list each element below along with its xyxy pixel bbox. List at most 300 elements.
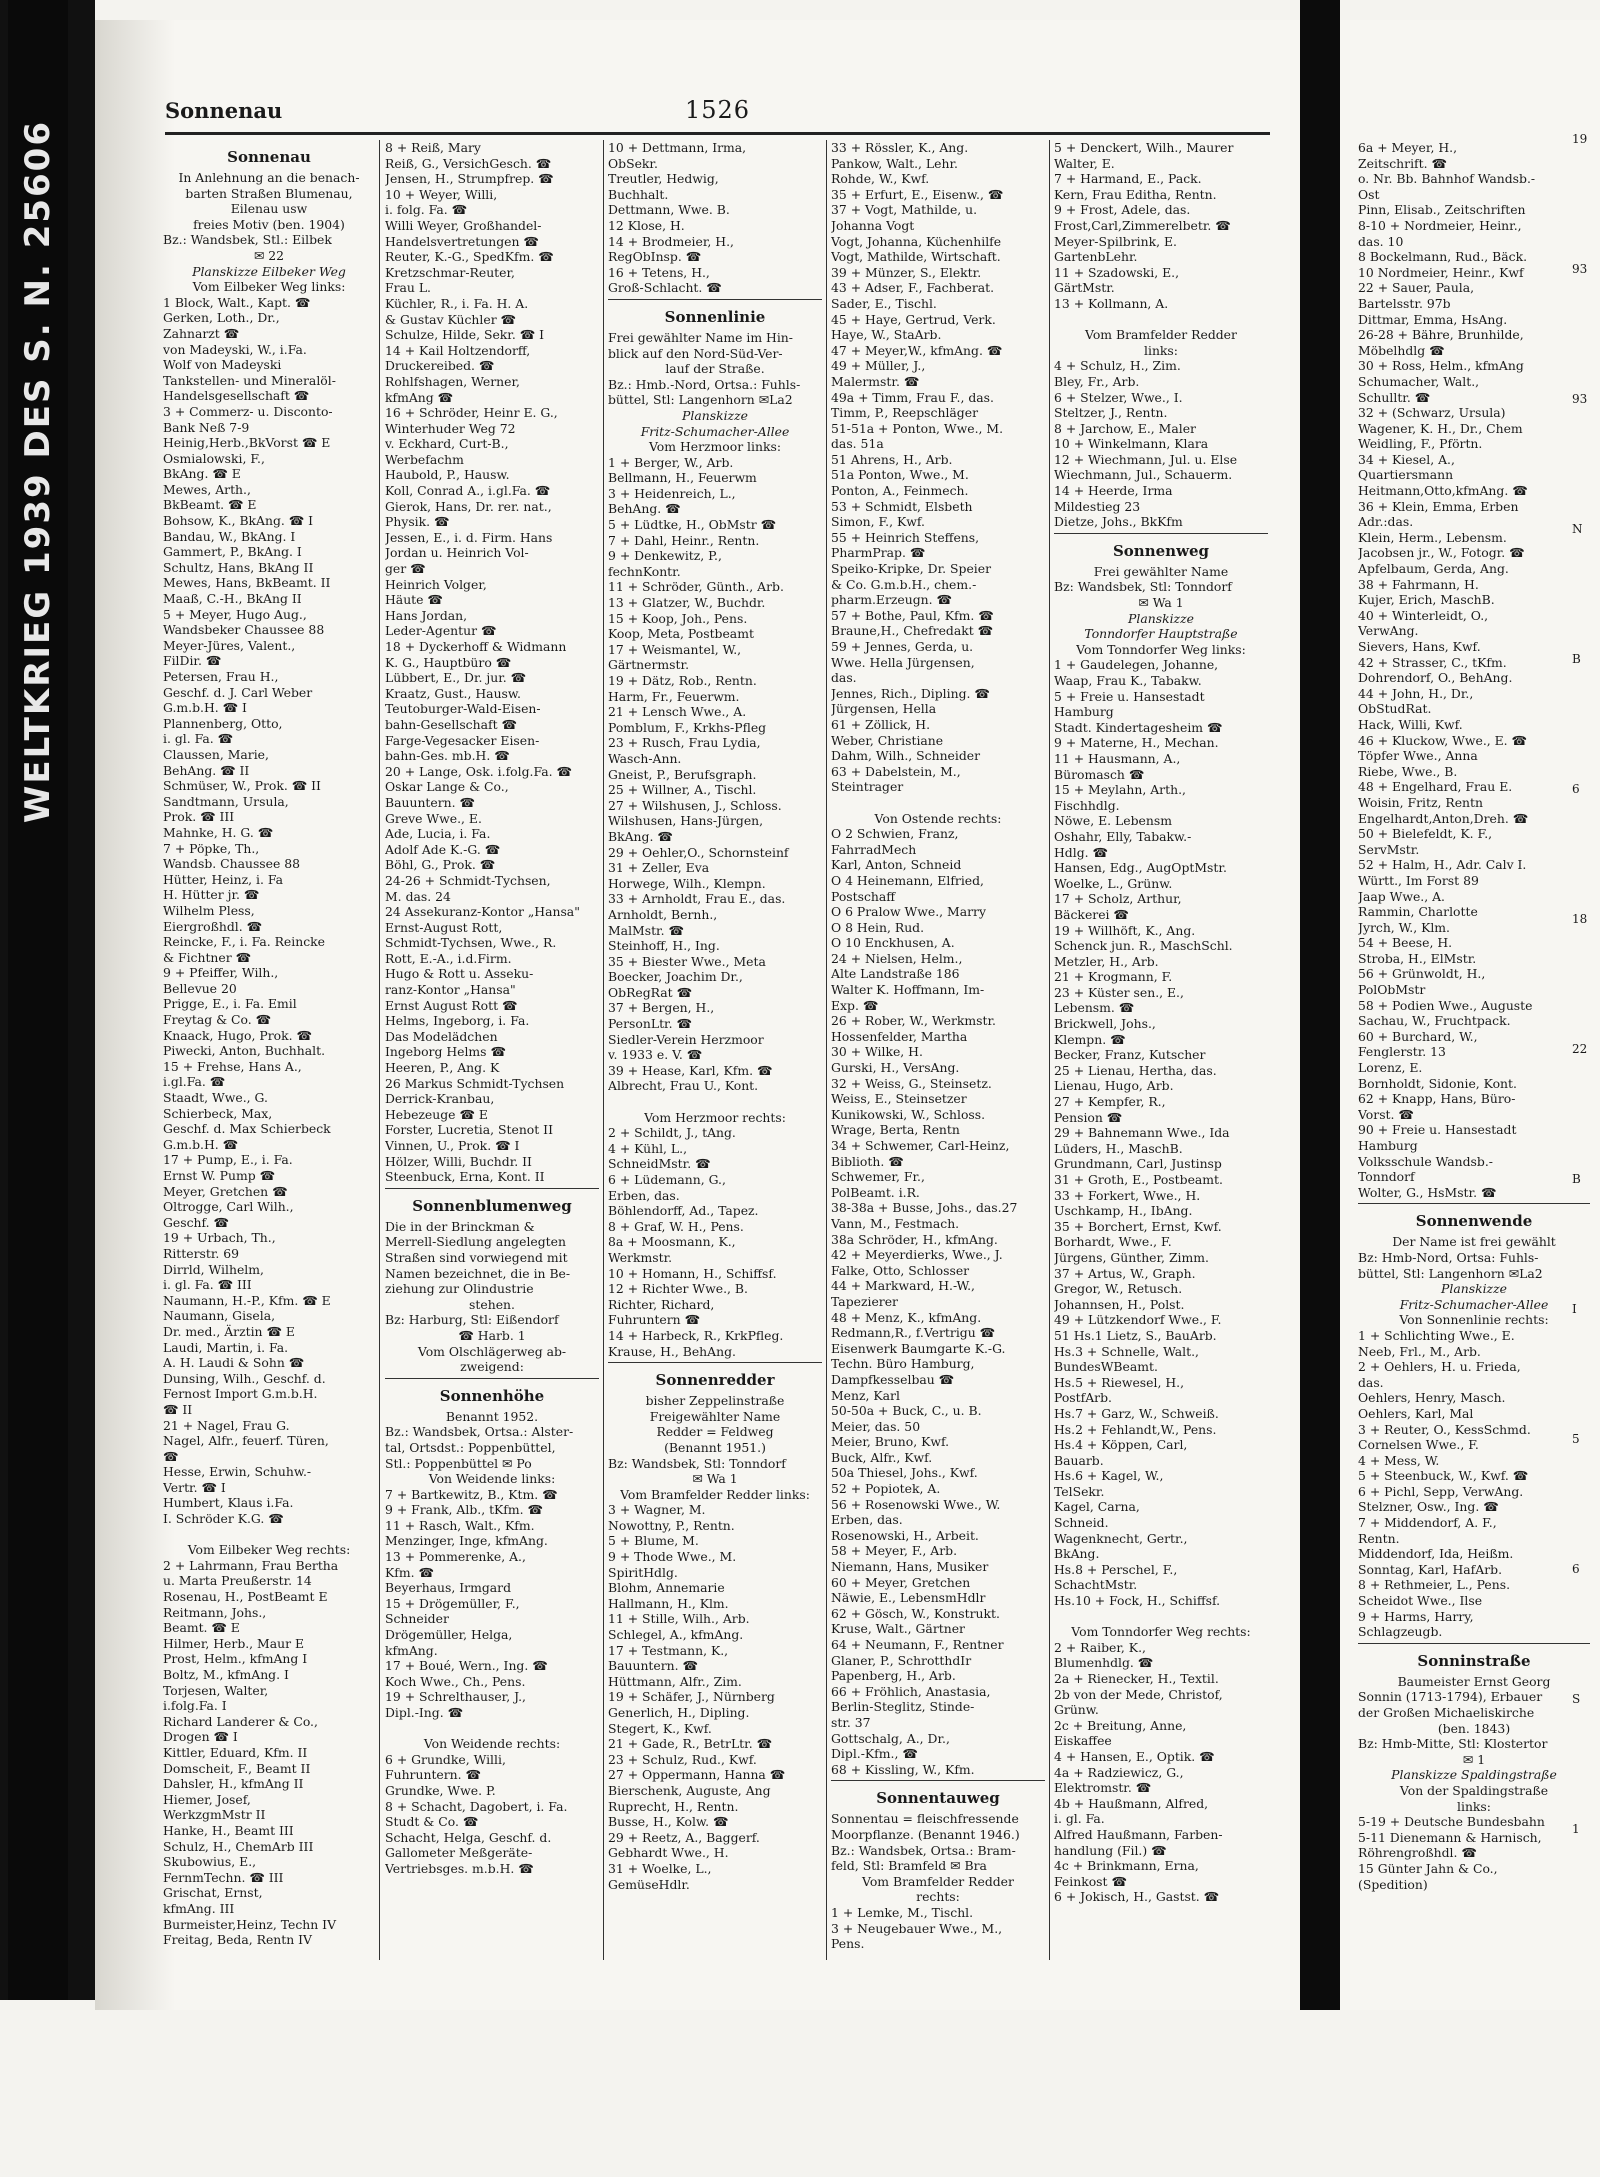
directory-line: Schulltr. ☎ <box>1358 389 1431 405</box>
directory-line: 47 + Meyer,W., kfmAng. ☎ <box>831 342 1003 358</box>
directory-line: Röhrengroßhdl. ☎ <box>1358 1845 1477 1861</box>
directory-line: 39 + Hease, Karl, Kfm. ☎ <box>608 1062 773 1078</box>
directory-line: Gneist, P., Berufsgraph. <box>608 766 757 782</box>
directory-line: Bauuntern. ☎ <box>608 1658 698 1674</box>
directory-line: Handelsvertretungen ☎ <box>385 233 539 249</box>
directory-line: Hs.5 + Riewesel, H., <box>1054 1374 1185 1390</box>
directory-line: Ruprecht, H., Rentn. <box>608 1798 739 1814</box>
directory-line: 62 + Gösch, W., Konstrukt. <box>831 1605 1000 1621</box>
directory-line: Menzinger, Inge, kfmAng. <box>385 1533 548 1549</box>
directory-line: Hdlg. ☎ <box>1054 844 1108 860</box>
directory-line: Von Weidende rechts: <box>423 1736 561 1752</box>
directory-line: Bellmann, H., Feuerwm <box>608 470 757 486</box>
directory-line: Geschf. d. Max Schierbeck <box>163 1121 331 1137</box>
directory-line: handlung (Fil.) ☎ <box>1054 1842 1167 1858</box>
directory-line: Bartelsstr. 97b <box>1358 295 1451 311</box>
directory-line: Hiemer, Josef, <box>163 1791 251 1807</box>
directory-line: Fuhruntern. ☎ <box>385 1767 481 1783</box>
directory-line: 60 + Meyer, Gretchen <box>831 1574 971 1590</box>
directory-line: Rosenowski, H., Arbeit. <box>831 1527 979 1543</box>
directory-line: Jennes, Rich., Dipling. ☎ <box>831 685 990 701</box>
directory-line: Vom Tonndorfer Weg rechts: <box>1071 1624 1251 1640</box>
directory-line: feld, Stl: Bramfeld ✉ Bra <box>831 1858 987 1874</box>
directory-line: Sonnin (1713-1794), Erbauer <box>1358 1689 1543 1705</box>
directory-line: Brickwell, Johs., <box>1054 1016 1156 1032</box>
directory-line: PolBeamt. i.R. <box>831 1184 920 1200</box>
directory-line: Rohde, W., Kwf. <box>831 171 930 187</box>
directory-line: GartenbLehr. <box>1054 249 1138 265</box>
directory-line: 6 + Lüdemann, G., <box>608 1172 726 1187</box>
directory-line: Apfelbaum, Gerda, Ang. <box>1358 561 1509 577</box>
directory-line: Vom Tonndorfer Weg links: <box>1076 641 1246 657</box>
directory-line: SchachtMstr. <box>1054 1577 1138 1593</box>
directory-line: 15 + Meylahn, Arth., <box>1054 782 1186 798</box>
directory-line: Harm, Fr., Feuerwm. <box>608 688 740 704</box>
directory-line: 9 + Harms, Harry, <box>1358 1608 1474 1624</box>
directory-line: (Benannt 1951.) <box>664 1439 766 1455</box>
directory-line: Waap, Frau K., Tabakw. <box>1054 673 1202 688</box>
directory-line: Hs.3 + Schnelle, Walt., <box>1054 1343 1199 1359</box>
directory-line: 30 + Wilke, H. <box>831 1044 923 1060</box>
directory-line: Plannenberg, Otto, <box>163 715 283 731</box>
street-title: Sonnenblumenweg <box>412 1196 572 1215</box>
directory-line: 24 Assekuranz-Kontor „Hansa" <box>385 904 580 920</box>
directory-line: 6 + Stelzer, Wwe., I. <box>1054 389 1183 405</box>
directory-line: 26-28 + Bähre, Brunhilde, <box>1358 327 1524 343</box>
directory-line: Malermstr. ☎ <box>831 373 920 389</box>
directory-line: 5 + Meyer, Hugo Aug., <box>163 606 307 622</box>
directory-line: ObStudRat. <box>1358 701 1432 717</box>
directory-line: 4 + Schulz, H., Zim. <box>1054 358 1181 374</box>
directory-line: Vom Bramfelder Redder links: <box>620 1486 810 1502</box>
directory-line: Planskizze <box>1128 610 1194 626</box>
directory-line: 44 + John, H., Dr., <box>1358 685 1474 701</box>
directory-line: Meyer, Gretchen ☎ <box>163 1183 288 1199</box>
directory-line: Grünw. <box>1054 1702 1099 1718</box>
street-title: Sonnenlinie <box>664 307 766 326</box>
directory-line: 6a + Meyer, H., <box>1358 140 1458 155</box>
directory-line: Heinig,Herb.,BkVorst ☎ E <box>163 435 331 451</box>
directory-line: 2c + Breitung, Anne, <box>1054 1717 1187 1733</box>
directory-line: 17 + Weismantel, W., <box>608 641 742 657</box>
directory-line: GemüseHdlr. <box>608 1876 690 1892</box>
directory-line: Maaß, C.-H., BkAng II <box>163 591 302 607</box>
directory-line: Hesse, Erwin, Schuhw.- <box>163 1464 312 1480</box>
directory-line: Bauuntern. ☎ <box>385 794 475 810</box>
directory-line: 13 + Glatzer, W., Buchdr. <box>608 595 766 611</box>
directory-line: Schierbeck, Max, <box>163 1105 273 1121</box>
directory-line: Wolter, G., HsMstr. ☎ <box>1358 1184 1497 1200</box>
directory-line: Stegert, K., Kwf. <box>608 1720 712 1736</box>
directory-line: Johanna Vogt <box>831 217 915 233</box>
directory-line: Bellevue 20 <box>163 980 237 996</box>
directory-line: 31 + Woelke, L., <box>608 1860 712 1876</box>
directory-line: Leder-Agentur ☎ <box>385 623 497 639</box>
street-title: Sonninstraße <box>1417 1651 1531 1670</box>
directory-line: 13 + Kollmann, A. <box>1054 295 1169 311</box>
directory-line: 58 + Podien Wwe., Auguste <box>1358 997 1533 1013</box>
directory-line: 19 + Schrelthauser, J., <box>385 1689 526 1705</box>
directory-line: 33 + Rössler, K., Ang. <box>831 140 969 155</box>
directory-line: Farge-Vegesacker Eisen- <box>385 732 540 748</box>
directory-line: Gierok, Hans, Dr. rer. nat., <box>385 498 552 514</box>
directory-line: Hack, Willi, Kwf. <box>1358 716 1463 732</box>
directory-line: stehen. <box>469 1296 515 1312</box>
directory-line: Speiko-Kripke, Dr. Speier <box>831 561 992 577</box>
directory-line: 48 + Menz, K., kfmAng. <box>831 1309 982 1325</box>
directory-line: Tapezierer <box>831 1293 898 1309</box>
fragment: 1 <box>1572 1822 1580 1836</box>
directory-line: 25 + Lienau, Hertha, das. <box>1054 1062 1217 1078</box>
directory-line: Wilshusen, Hans-Jürgen, <box>608 813 764 829</box>
directory-line: FernmTechn. ☎ III <box>163 1869 284 1885</box>
directory-line: o. Nr. Bb. Bahnhof Wandsb.- <box>1358 171 1536 187</box>
directory-line: WerkzgmMstr II <box>163 1807 266 1823</box>
directory-line: Reincke, F., i. Fa. Reincke <box>163 934 325 950</box>
directory-line: Werkmstr. <box>608 1249 673 1265</box>
directory-line: Metzler, H., Arb. <box>1054 953 1159 969</box>
directory-line: 20 + Lange, Osk. i.folg.Fa. ☎ <box>385 763 572 779</box>
directory-line: PolObMstr <box>1358 982 1426 998</box>
directory-line: Dettmann, Wwe. B. <box>608 202 730 218</box>
directory-line: Gurski, H., VersAng. <box>831 1060 960 1076</box>
directory-line: Prigge, E., i. Fa. Emil <box>163 996 297 1012</box>
directory-line: 5 + Lüdtke, H., ObMstr ☎ <box>608 517 777 533</box>
directory-line: ☎ Harb. 1 <box>458 1327 526 1343</box>
directory-line: Heeren, P., Ang. K <box>385 1060 500 1076</box>
directory-line: 3 + Reuter, O., KessSchmd. <box>1358 1421 1531 1437</box>
directory-line <box>1054 1609 1268 1625</box>
directory-line: 50a Thiesel, Johs., Kwf. <box>831 1465 978 1481</box>
directory-line: (ben. 1843) <box>1437 1720 1511 1736</box>
directory-line: BkBeamt. ☎ E <box>163 497 257 513</box>
directory-line: Derrick-Kranbau, <box>385 1091 495 1107</box>
directory-line: Bz: Harburg, Stl: Eißendorf <box>385 1312 559 1328</box>
directory-line: Cornelsen Wwe., F. <box>1358 1437 1479 1453</box>
directory-line: ✉ 22 <box>253 247 285 263</box>
directory-line: das. <box>831 670 857 686</box>
directory-line: Siedler-Verein Herzmoor <box>608 1031 764 1047</box>
directory-line: Dampfkesselbau ☎ <box>831 1371 955 1387</box>
directory-line: das. 51a <box>831 436 884 452</box>
street-title: Sonnenhöhe <box>439 1386 545 1405</box>
directory-line: 26 Markus Schmidt-Tychsen <box>385 1075 565 1091</box>
directory-line: Wagener, K. H., Dr., Chem <box>1358 420 1523 436</box>
directory-line: Pens. <box>831 1936 865 1952</box>
directory-line: Mewes, Arth., <box>163 481 251 497</box>
section-divider <box>608 1362 822 1363</box>
fragment: 6 <box>1572 782 1580 796</box>
directory-line: Geschf. ☎ <box>163 1214 229 1230</box>
directory-line: Papenberg, H., Arb. <box>831 1668 956 1684</box>
directory-line: G.m.b.H. ☎ I <box>163 700 247 716</box>
directory-line: Württ., Im Forst 89 <box>1358 872 1479 888</box>
directory-line: Hans Jordan, <box>385 607 468 623</box>
directory-line: Töpfer Wwe., Anna <box>1358 748 1478 764</box>
directory-line: Dipl.-Kfm., ☎ <box>831 1746 918 1762</box>
directory-line: Redmann,R., f.Vertrigu ☎ <box>831 1325 996 1341</box>
directory-line: 6 + Pichl, Sepp, VerwAng. <box>1358 1483 1524 1499</box>
microfilm-stamp: WELTKRIEG 1939 DES S. N. 25606 <box>18 120 58 824</box>
directory-line: Nöwe, E. Lebensm <box>1054 813 1172 829</box>
fragment: 22 <box>1572 1042 1588 1056</box>
directory-line: Ernst W. Pump ☎ <box>163 1168 276 1183</box>
directory-line: Beyerhaus, Irmgard <box>385 1580 512 1596</box>
directory-line: Schneider <box>385 1611 449 1627</box>
directory-line: Wilhelm Pless, <box>163 902 255 918</box>
directory-line: Sonnentau = fleischfressende <box>831 1811 1019 1827</box>
directory-line: Rosenau, H., PostBeamt E <box>163 1589 328 1605</box>
directory-line: BehAng. ☎ <box>608 501 681 517</box>
directory-line: Von der Spaldingstraße <box>1399 1782 1549 1798</box>
directory-line: 19 + Dätz, Rob., Rentn. <box>608 673 757 688</box>
directory-line: Buchhalt. <box>608 186 669 202</box>
directory-line: Feinkost ☎ <box>1054 1873 1127 1889</box>
directory-line: Pomblum, F., Krkhs-Pfleg <box>608 719 767 735</box>
directory-line: Bornholdt, Sidonie, Kont. <box>1358 1075 1517 1091</box>
directory-line: Kruse, Walt., Gärtner <box>831 1621 965 1637</box>
directory-line: Oltrogge, Carl Wilh., <box>163 1199 294 1215</box>
fragment: S <box>1572 1692 1581 1706</box>
directory-line: Dietze, Johs., BkKfm <box>1054 514 1183 530</box>
directory-line: Hilmer, Herb., Maur E <box>163 1635 305 1651</box>
directory-line: büttel, Stl: Langenhorn ✉La2 <box>608 392 793 408</box>
directory-line: 8a + Moosmann, K., <box>608 1234 736 1250</box>
directory-line: 2 + Lahrmann, Frau Bertha <box>163 1557 339 1573</box>
directory-line: Naumann, Gisela, <box>163 1308 276 1324</box>
directory-line: Erben, das. <box>608 1187 680 1203</box>
directory-line <box>163 1527 375 1543</box>
directory-line: Meier, das. 50 <box>831 1418 921 1434</box>
directory-line: 33 + Arnholdt, Frau E., das. <box>608 891 786 907</box>
directory-line: 59 + Jennes, Gerda, u. <box>831 639 974 654</box>
directory-line: ✉ Wa 1 <box>692 1471 738 1487</box>
directory-line: Hansen, Edg., AugOptMstr. <box>1054 860 1227 876</box>
directory-line: 2 + Schildt, J., tAng. <box>608 1125 736 1141</box>
directory-line: 48 + Engelhard, Frau E. <box>1358 779 1513 795</box>
fragment: I <box>1572 1302 1577 1316</box>
directory-line: 4 + Hansen, E., Optik. ☎ <box>1054 1748 1215 1764</box>
directory-line: 21 + Lensch Wwe., A. <box>608 704 747 720</box>
fragment: 18 <box>1572 912 1588 926</box>
directory-line: Planskizze Eilbeker Weg <box>192 263 346 279</box>
directory-line <box>831 795 1045 811</box>
directory-line: Der Name ist frei gewählt <box>1392 1234 1556 1250</box>
directory-line: Laudi, Martin, i. Fa. <box>163 1339 289 1355</box>
directory-line: Oshahr, Elly, Tabakw.- <box>1054 828 1192 844</box>
directory-line: Menz, Karl <box>831 1387 900 1403</box>
directory-line: SchneidMstr. ☎ <box>608 1156 711 1172</box>
directory-line: Dahm, Wilh., Schneider <box>831 748 981 764</box>
directory-line: Stl.: Poppenbüttel ✉ Po <box>385 1455 532 1471</box>
directory-line: Zeitschrift. ☎ <box>1358 155 1447 171</box>
directory-line: Bierschenk, Auguste, Ang <box>608 1782 771 1798</box>
directory-line: 5 + Blume, M. <box>608 1533 699 1549</box>
directory-line: 35 + Biester Wwe., Meta <box>608 953 766 969</box>
section-divider <box>608 299 822 300</box>
directory-line: kfmAng ☎ <box>385 389 454 405</box>
directory-line: Jacobsen jr., W., Fotogr. ☎ <box>1358 545 1525 561</box>
directory-line: Jürgensen, Hella <box>831 701 937 717</box>
directory-line: ☎ II <box>163 1401 193 1417</box>
directory-line: Wagenknecht, Gertr., <box>1054 1530 1188 1546</box>
directory-line: 7 + Middendorf, A. F., <box>1358 1515 1497 1531</box>
directory-line: 5 + Steenbuck, W., Kwf. ☎ <box>1358 1468 1529 1484</box>
directory-line: Die in der Brinckman & <box>385 1218 535 1234</box>
directory-line: Möbelhdlg ☎ <box>1358 342 1445 358</box>
directory-line: 50 + Bielefeldt, K. F., <box>1358 826 1493 842</box>
directory-line: u. Marta Preußerstr. 14 <box>163 1573 312 1589</box>
directory-line: Bz: Hmb-Mitte, Stl: Klostertor <box>1358 1736 1548 1752</box>
directory-line: 38 + Fahrmann, H. <box>1358 576 1479 592</box>
directory-line: Reuter, K.-G., SpedKfm. ☎ <box>385 249 554 265</box>
directory-line: 19 + Schäfer, J., Nürnberg <box>608 1689 775 1705</box>
directory-line: 34 + Schwemer, Carl-Heinz, <box>831 1138 1010 1153</box>
directory-line: Stroba, H., ElMstr. <box>1358 950 1477 966</box>
directory-line: 50-50a + Buck, C., u. B. <box>831 1403 982 1419</box>
directory-line: Steinhoff, H., Ing. <box>608 938 720 954</box>
directory-line: von Madeyski, W., i.Fa. <box>163 341 307 357</box>
directory-line: Grundmann, Carl, Justinsp <box>1054 1156 1222 1172</box>
directory-line: O 2 Schwien, Franz, <box>831 826 959 842</box>
directory-line: barten Straßen Blumenau, <box>185 185 353 201</box>
directory-line: & Gustav Küchler ☎ <box>385 311 516 327</box>
directory-line: Drogen ☎ I <box>163 1729 238 1745</box>
directory-line: Meier, Bruno, Kwf. <box>831 1434 950 1450</box>
directory-line: Weiss, E., Steinsetzer <box>831 1091 967 1107</box>
directory-line: Kagel, Carna, <box>1054 1499 1140 1515</box>
directory-line: Redder = Feldweg <box>656 1424 774 1440</box>
directory-line <box>608 1094 822 1110</box>
directory-line: Benannt 1952. <box>445 1408 539 1424</box>
directory-line: 9 + Denkewitz, P., <box>608 548 722 564</box>
directory-line: i. gl. Fa. ☎ III <box>163 1277 252 1293</box>
directory-line: FilDir. ☎ <box>163 653 222 669</box>
directory-line: 30 + Ross, Helm., kfmAng <box>1358 358 1524 374</box>
directory-line: 43 + Adser, F., Fachberat. <box>831 280 995 296</box>
directory-line: 7 + Harmand, E., Pack. <box>1054 171 1202 187</box>
directory-line: BehAng. ☎ II <box>163 762 250 778</box>
directory-line: 14 + Heerde, Irma <box>1054 483 1173 499</box>
directory-line: Dahsler, H., kfmAng II <box>163 1776 304 1792</box>
directory-line: Hs.8 + Perschel, F., <box>1054 1561 1178 1577</box>
directory-line: PharmPrap. ☎ <box>831 545 926 561</box>
directory-line: Jyrch, W., Klm. <box>1358 919 1450 935</box>
directory-line: freies Motiv (ben. 1904) <box>193 216 345 232</box>
directory-line: 2 + Oehlers, H. u. Frieda, <box>1358 1359 1521 1375</box>
directory-line: Richard Landerer & Co., <box>163 1713 318 1729</box>
directory-line: Bauarb. <box>1054 1452 1104 1468</box>
directory-line: Pinn, Elisab., Zeitschriften <box>1358 202 1526 218</box>
directory-line: Dipl.-Ing. ☎ <box>385 1705 464 1720</box>
directory-line: 7 + Bartkewitz, B., Ktm. ☎ <box>385 1486 558 1502</box>
directory-line: Forster, Lucretia, Stenot II <box>385 1122 553 1138</box>
directory-line: Dirrld, Wilhelm, <box>163 1261 264 1277</box>
directory-line: bahn-Ges. mb.H. ☎ <box>385 748 510 764</box>
directory-line: GärtMstr. <box>1054 280 1115 296</box>
directory-line: Küchler, R., i. Fa. H. A. <box>385 295 529 311</box>
directory-line: Claussen, Marie, <box>163 746 269 762</box>
directory-line: 9 + Pfeiffer, Wilh., <box>163 965 279 981</box>
directory-line: 11 + Schröder, Günth., Arb. <box>608 579 784 595</box>
column-3 <box>608 140 822 1892</box>
directory-line: Lienau, Hugo, Arb. <box>1054 1078 1174 1094</box>
directory-line: 5 + Freie u. Hansestadt <box>1054 688 1205 704</box>
directory-line: Vom Bramfelder Redder <box>862 1873 1014 1889</box>
directory-line: Kunikowski, W., Schloss. <box>831 1106 986 1122</box>
directory-line: i.folg.Fa. I <box>163 1698 227 1714</box>
directory-line: 32 + Weiss, G., Steinsetz. <box>831 1075 992 1091</box>
directory-line: Gammert, P., BkAng. I <box>163 544 302 560</box>
directory-line: Sonntag, Karl, HafArb. <box>1358 1561 1503 1577</box>
directory-line: Fuhruntern ☎ <box>608 1312 701 1328</box>
section-divider <box>831 1780 1045 1781</box>
directory-line: Büromasch ☎ <box>1054 766 1145 782</box>
directory-line: Braune,H., Chefredakt ☎ <box>831 623 994 639</box>
directory-line: ObSekr. <box>608 155 658 171</box>
directory-line: Teutoburger-Wald-Eisen- <box>385 701 541 717</box>
directory-line: Stelzner, Osw., Ing. ☎ <box>1358 1499 1499 1515</box>
directory-line: Von Ostende rechts: <box>874 810 1002 826</box>
directory-line: Stadt. Kindertagesheim ☎ <box>1054 719 1223 735</box>
street-title: Sonnenredder <box>655 1371 775 1390</box>
directory-line: Baumeister Ernst Georg <box>1397 1673 1551 1689</box>
directory-line: Weber, Christiane <box>831 732 944 748</box>
directory-line: Generlich, H., Dipling. <box>608 1705 750 1720</box>
directory-line: Hs.4 + Köppen, Carl, <box>1054 1437 1188 1453</box>
directory-line: Merrell-Siedlung angelegten <box>385 1234 566 1250</box>
section-divider <box>1358 1203 1590 1204</box>
section-divider <box>1358 1643 1590 1644</box>
directory-line: Exp. ☎ <box>831 997 879 1013</box>
directory-line: Hamburg <box>1054 704 1114 720</box>
directory-line: Schwemer, Fr., <box>831 1169 925 1185</box>
directory-line: 18 + Dyckerhoff & Widmann <box>385 639 567 654</box>
directory-line: 24 + Nielsen, Helm., <box>831 950 963 966</box>
directory-line: 29 + Bahnemann Wwe., Ida <box>1054 1125 1230 1141</box>
directory-line: Neeb, Frl., M., Arb. <box>1358 1343 1481 1359</box>
directory-line: Gebhardt Wwe., H. <box>608 1845 729 1861</box>
directory-line: Rohlfshagen, Werner, <box>385 373 520 389</box>
directory-line: Sandtmann, Ursula, <box>163 793 289 809</box>
directory-line: 23 + Schulz, Rud., Kwf. <box>608 1751 757 1767</box>
directory-line: Albrecht, Frau U., Kont. <box>608 1078 759 1094</box>
directory-line: Erben, das. <box>831 1512 903 1528</box>
directory-line: Horwege, Wilh., Klempn. <box>608 875 766 891</box>
fragment: B <box>1572 652 1581 666</box>
directory-line: Ade, Lucia, i. Fa. <box>385 826 491 842</box>
directory-line: 12 Klose, H. <box>608 217 685 233</box>
directory-line: O 4 Heinemann, Elfried, <box>831 872 984 888</box>
directory-line: In Anlehnung an die benach- <box>178 170 360 185</box>
directory-line: Ponton, A., Feinmech. <box>831 483 969 499</box>
directory-line: fechnKontr. <box>608 563 681 579</box>
directory-line: Eiskaffee <box>1054 1733 1112 1749</box>
column-1 <box>163 140 375 1948</box>
directory-line: Wandsbeker Chaussee 88 <box>163 622 325 638</box>
directory-line: 17 + Boué, Wern., Ing. ☎ <box>385 1658 548 1674</box>
directory-line: 10 + Weyer, Willi, <box>385 186 498 202</box>
directory-line: Kretzschmar-Reuter, <box>385 264 515 280</box>
directory-line: Schlagzeugb. <box>1358 1624 1443 1640</box>
directory-line: Bandau, W., BkAng. I <box>163 528 296 544</box>
directory-line: Straßen sind vorwiegend mit <box>385 1249 568 1265</box>
directory-line: Frei gewählter Name <box>1093 563 1229 579</box>
directory-line: Näwie, E., LebensmHdlr <box>831 1590 986 1606</box>
directory-line: Planskizze <box>1441 1281 1507 1297</box>
directory-line: 39 + Münzer, S., Elektr. <box>831 264 982 280</box>
directory-line: Hallmann, H., Klm. <box>608 1595 729 1611</box>
